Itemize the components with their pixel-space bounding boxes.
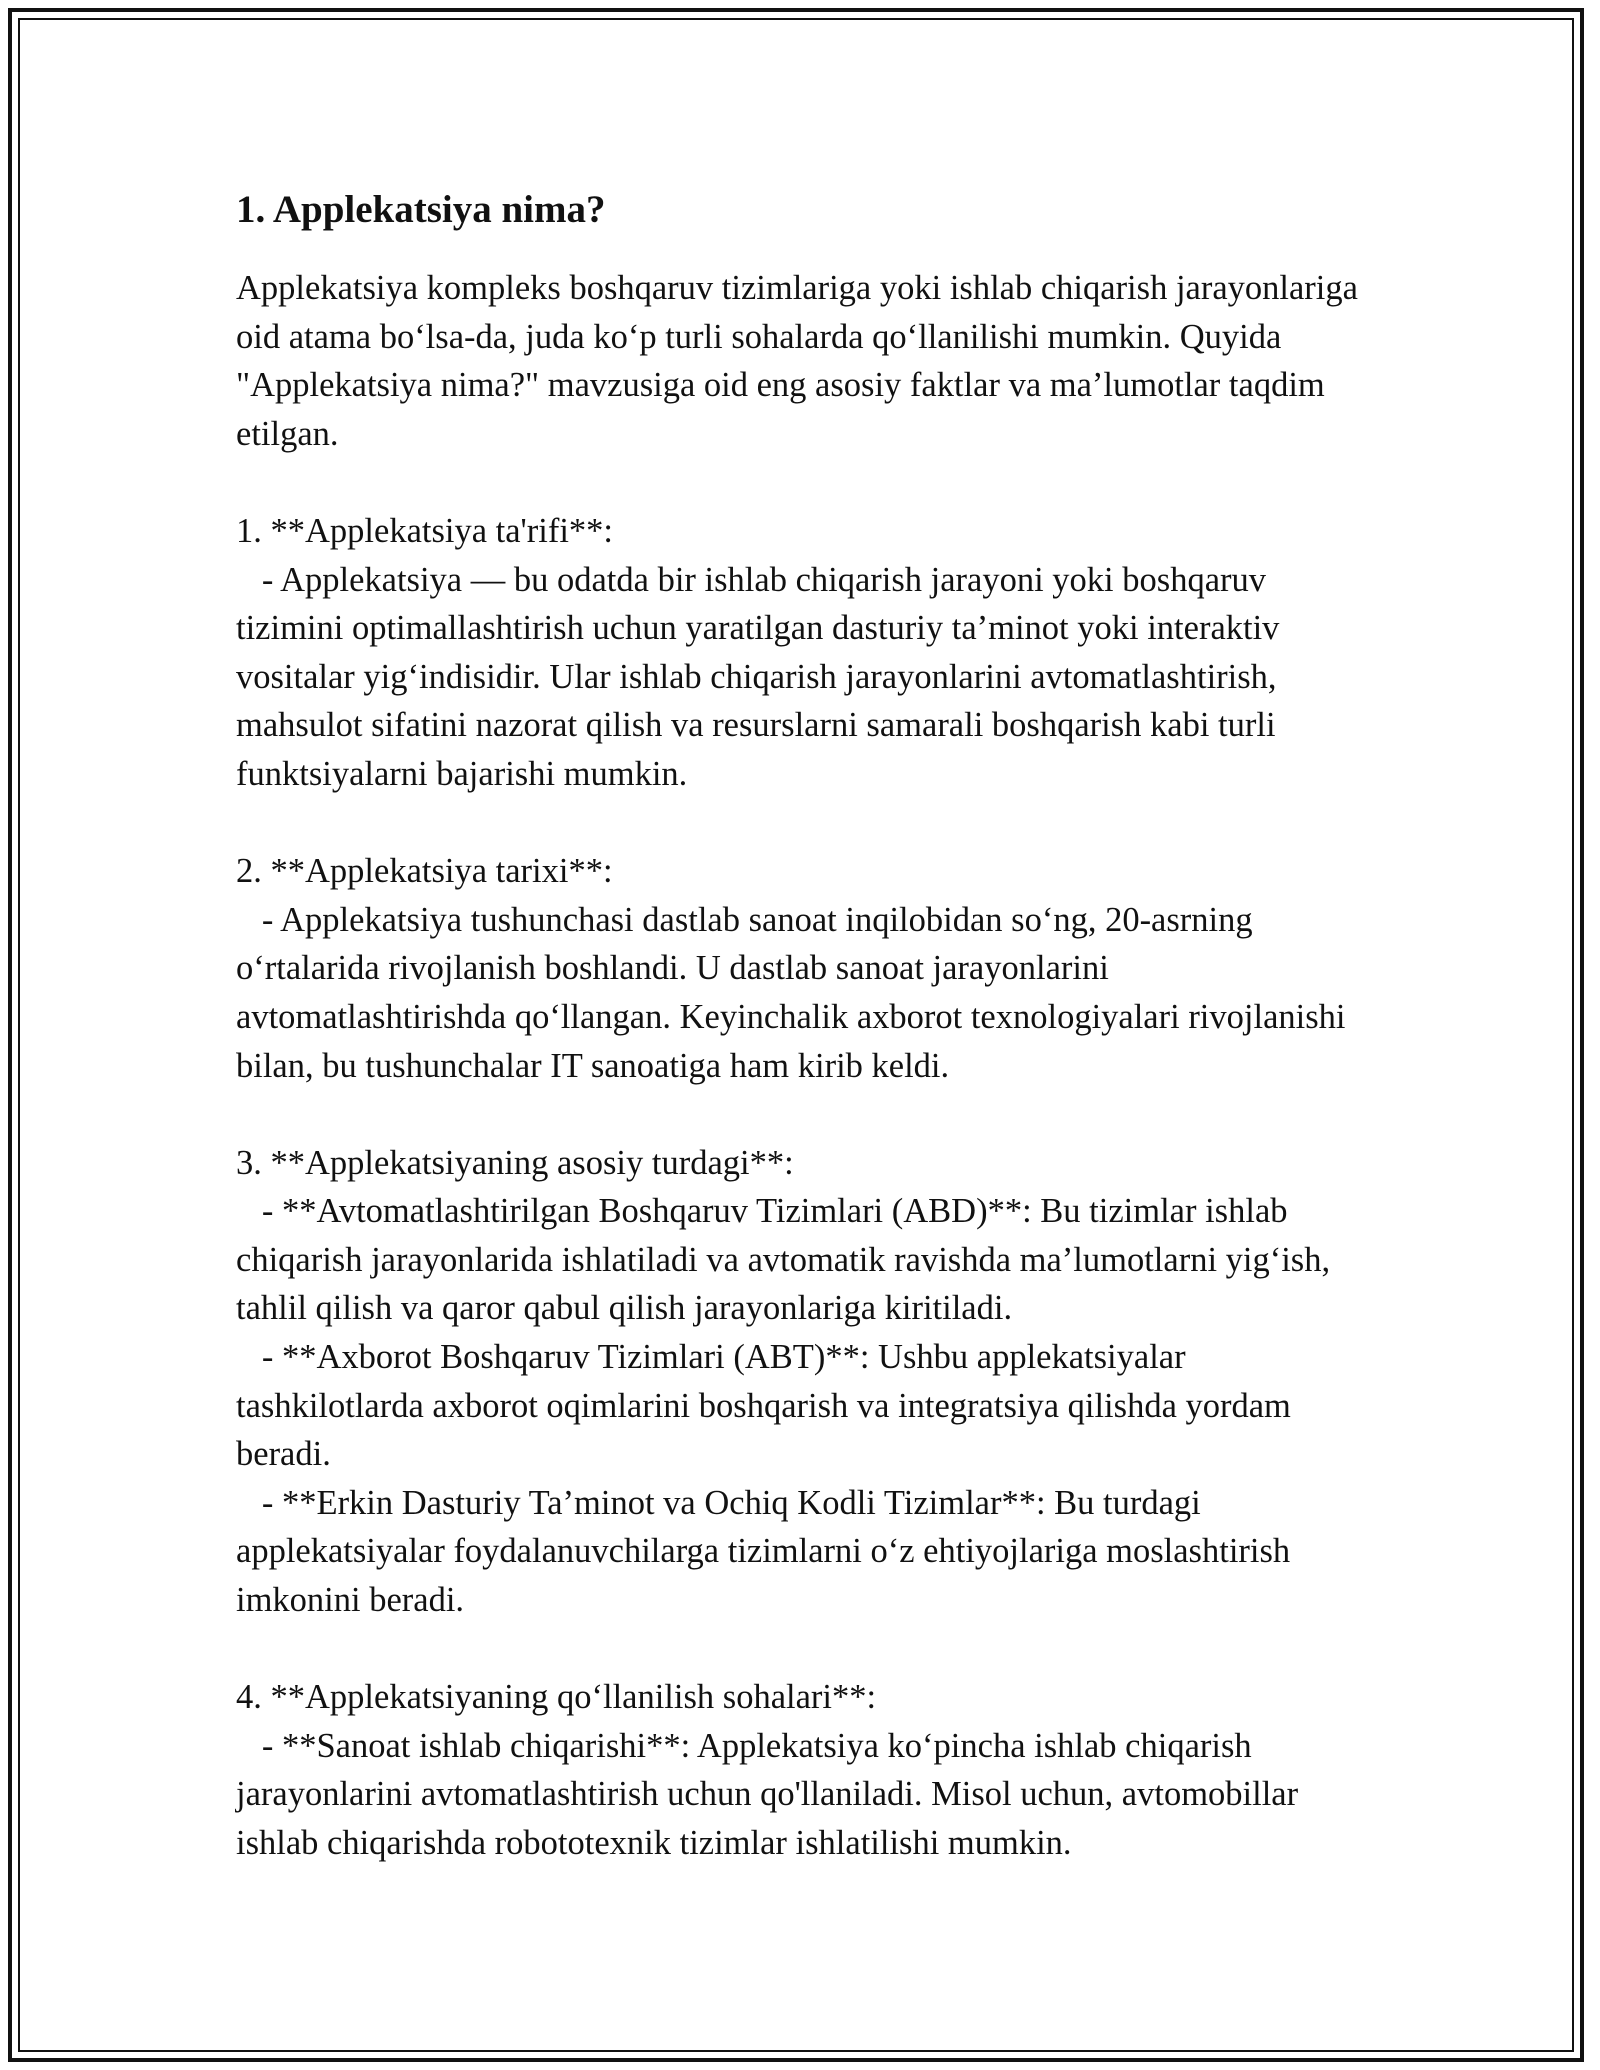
paragraph-spacer xyxy=(236,458,1376,507)
intro-paragraph: Applekatsiya kompleks boshqaruv tizimlariga yoki ishlab chiqarish jarayonlariga oid atama bo‘lsa-da, juda ko‘p turli sohalarda qo‘llanilishi mumkin. Quyida "Applekatsiya nima?" mavzusiga oid eng asosiy faktlar va ma’lumotlar taqdim etilgan. xyxy=(236,269,1367,453)
document-body xyxy=(236,186,1376,1868)
section-applications: 4. **Applekatsiyaning qo‘llanilish sohalari**: - **Sanoat ishlab chiqarishi**: Applekatsiya ko‘pincha ishlab chiqarish jarayonlarini avtomatlashtirish uchun qo'llaniladi. Misol uchun, avtomobillar ishlab chiqarishda robototexnik tizimlar ishlatilishi mumkin. xyxy=(236,1678,1299,1862)
paragraph-spacer xyxy=(236,1090,1376,1139)
paragraph-spacer xyxy=(236,1625,1376,1674)
section-definition: 1. **Applekatsiya ta'rifi**: - Applekatsiya — bu odatda bir ishlab chiqarish jarayoni yoki boshqaruv tizimini optimallashtirish uchun yaratilgan dasturiy ta’minot yoki interaktiv vositalar yig‘indisidir. Ular ishlab chiqarish jarayonlarini avtomatlashtirish, mahsulot sifatini nazorat qilish va resurslarni samarali boshqarish kabi turli funktsiyalarni bajarishi mumkin. xyxy=(236,511,1280,793)
document-title: 1. Applekatsiya nima? xyxy=(236,188,606,231)
paragraph-spacer xyxy=(236,799,1376,848)
section-types: 3. **Applekatsiyaning asosiy turdagi**: - **Avtomatlashtirilgan Boshqaruv Tizimlari (ABD)**: Bu tizimlar ishlab chiqarish jarayonlarida ishlatiladi va avtomatik ravishda ma’lumotlarni yig‘ish, tahlil qilish va qaror qabul qilish jarayonlariga kiritiladi. - **Axborot Boshqaruv Tizimlari (ABT)**: Ushbu applekatsiyalar tashkilotlarda axborot oqimlarini boshqarish va integratsiya qilishda yordam beradi. - **Erkin Dasturiy Ta’minot va Ochiq Kodli Tizimlar**: Bu turdagi applekatsiyalar foydalanuvchilarga tizimlarni o‘z ehtiyojlariga moslashtirish imkonini beradi. xyxy=(236,1143,1331,1620)
section-history: 2. **Applekatsiya tarixi**: - Applekatsiya tushunchasi dastlab sanoat inqilobidan so‘ng, 20-asrning o‘rtalarida rivojlanish boshlandi. U dastlab sanoat jarayonlarini avtomatlashtirishda qo‘llangan. Keyinchalik axborot texnologiyalari rivojlanishi bilan, bu tushunchalar IT sanoatiga ham kirib keldi. xyxy=(236,852,1346,1085)
